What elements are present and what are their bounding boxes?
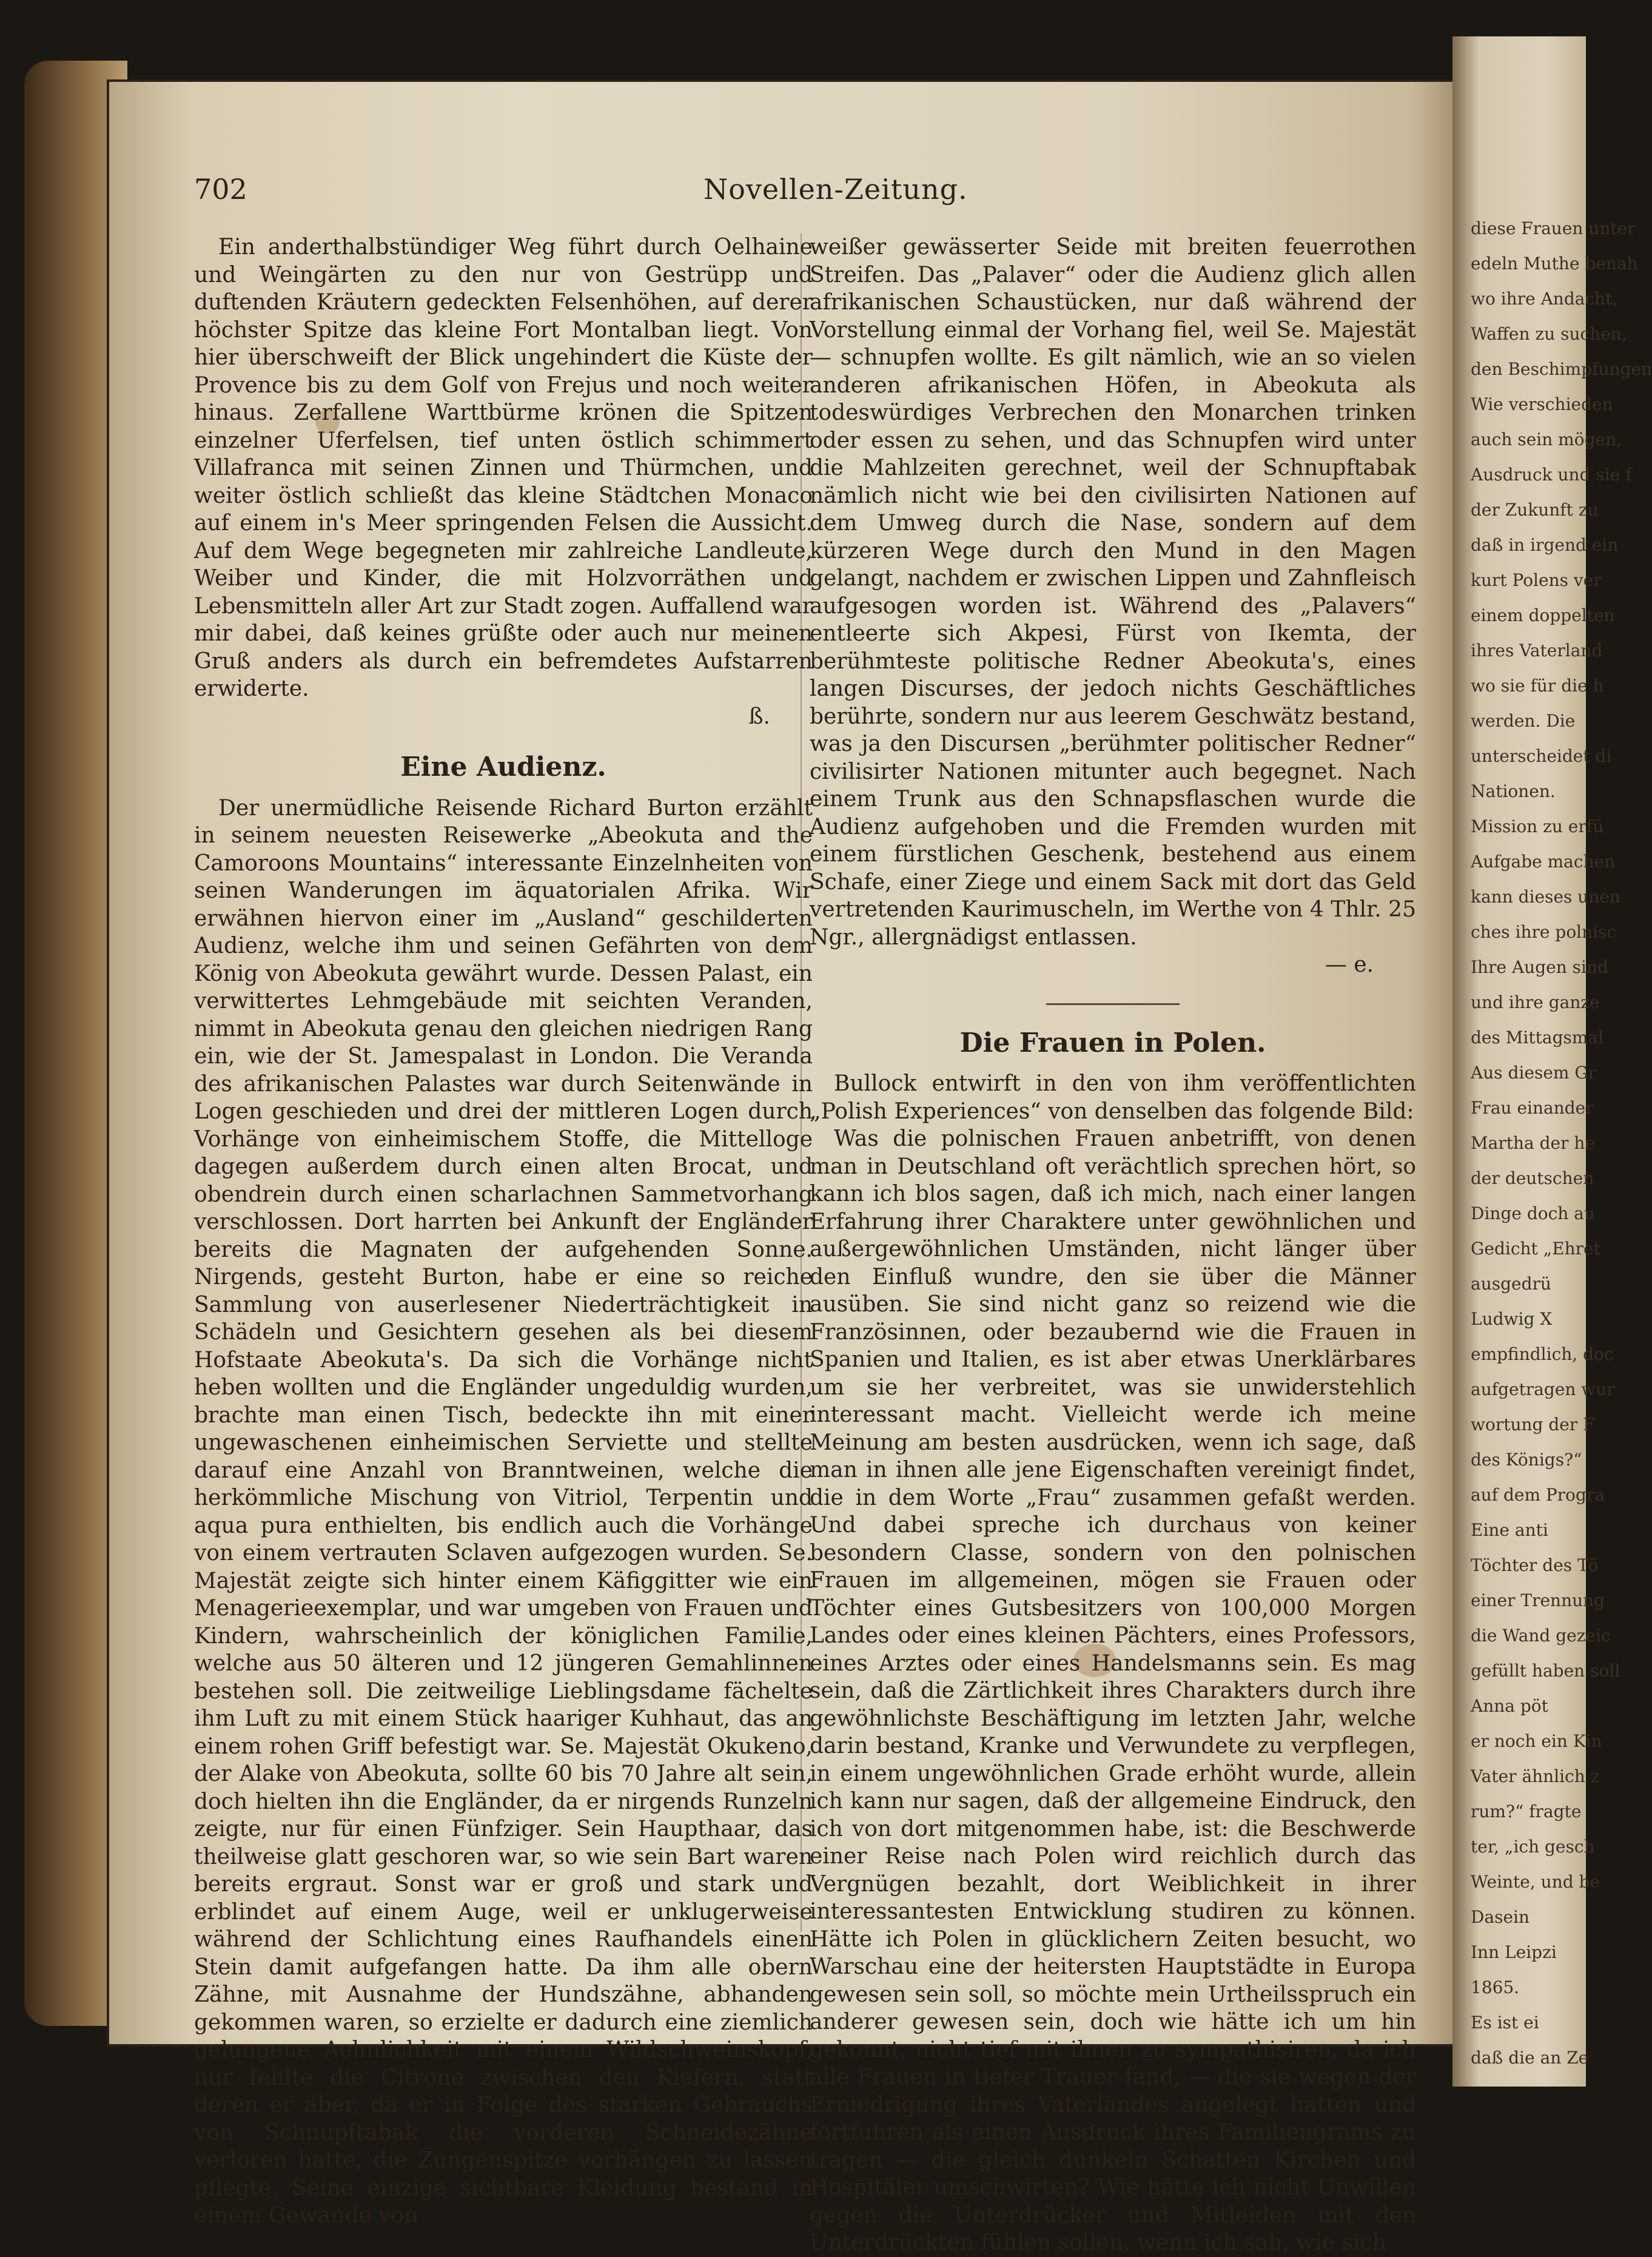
next-page-fragment: die Wand gezeic bbox=[1471, 1626, 1611, 1646]
next-page-fragment: der Zukunft zu bbox=[1471, 500, 1599, 520]
next-page-fragment: wo ihre Andacht, bbox=[1471, 289, 1618, 309]
next-page-fragment: Töchter des Tö bbox=[1471, 1555, 1599, 1575]
second-article-intro: Bullock entwirft in den von ihm veröffentlichten „Polish Experiences“ von denselben das folgende Bild: bbox=[810, 1071, 1416, 1124]
next-page-fragment: Ihre Augen sind bbox=[1471, 957, 1608, 977]
section-divider bbox=[1046, 1003, 1180, 1005]
next-page-fragment: unterscheidet di bbox=[1471, 746, 1612, 766]
next-page-fragment: daß die an Ze bbox=[1471, 2048, 1589, 2068]
article-signature: — e. bbox=[1325, 952, 1374, 977]
next-page-fragment: einer Trennung bbox=[1471, 1590, 1605, 1610]
next-page-fragment: ausgedrü bbox=[1471, 1274, 1551, 1294]
next-page-fragment: kurt Polens ver bbox=[1471, 570, 1602, 590]
next-page-fragment: des Mittagsmal bbox=[1471, 1028, 1604, 1048]
second-article-title: Die Frauen in Polen. bbox=[959, 1027, 1266, 1058]
next-page-fragment: Dinge doch au bbox=[1471, 1203, 1595, 1223]
next-page-fragment: der deutschen bbox=[1471, 1168, 1594, 1188]
next-page-fragment: einem doppelten bbox=[1471, 605, 1615, 625]
left-column bbox=[194, 234, 813, 2230]
next-page-fragment: Es ist ei bbox=[1471, 2013, 1539, 2033]
next-page-fragment: gefüllt haben soll bbox=[1471, 1661, 1620, 1681]
next-page-fragment: auf dem Progra bbox=[1471, 1485, 1605, 1505]
next-page-fragment: ihres Vaterland bbox=[1471, 641, 1603, 661]
next-page-fragment: aufgetragen wur bbox=[1471, 1379, 1615, 1399]
next-page-fragment: Waffen zu suchen, bbox=[1471, 324, 1627, 344]
next-page-fragment: diese Frauen unter bbox=[1471, 218, 1636, 238]
next-page-fragment: Aufgabe machen bbox=[1471, 852, 1616, 872]
next-page-fragment: und ihre ganze bbox=[1471, 992, 1600, 1012]
next-page-fragment: wortung der F bbox=[1471, 1414, 1595, 1435]
next-page-fragment: Dasein bbox=[1471, 1907, 1530, 1927]
next-page-edge bbox=[1452, 36, 1652, 2087]
article-title: Eine Audienz. bbox=[400, 752, 606, 782]
next-page-fragment: Martha der he bbox=[1471, 1133, 1596, 1153]
next-page-fragment: auch sein mögen, bbox=[1471, 429, 1622, 449]
next-page-fragment: Mission zu erfü bbox=[1471, 816, 1604, 836]
next-page-fragment: Frau einander bbox=[1471, 1098, 1594, 1118]
right-column bbox=[810, 234, 1416, 2257]
next-page-fragment: 1865. bbox=[1471, 1977, 1520, 1997]
next-page-fragment: Wie verschieden bbox=[1471, 394, 1613, 414]
second-article-body: Was die polnischen Frauen anbetrifft, von denen man in Deutschland oft verächtlich sprechen hört, so kann ich blos sagen, daß ich mich, nach einer langen Erfahrung ihrer Charaktere unter gewöhnlichen und außergewöhnlichen Umständen, nicht länger über den Einfluß wundre, den sie über die Männer ausüben. Sie sind nicht ganz so reizend wie die Französinnen, oder bezaubernd wie die Frauen in Spanien und Italien, es ist aber etwas Unerklärbares um sie her verbreitet, was sie unwiderstehlich interessant macht. Vielleicht werde ich meine Meinung am besten ausdrücken, wenn ich sage, daß man in ihnen alle jene Eigenschaften vereinigt findet, die in dem Worte „Frau“ zusammen gefaßt werden. Und dabei spreche ich durchaus von keiner besondern Classe, sondern von den polnischen Frauen im allgemeinen, mögen sie Frauen oder Töchter eines Gutsbesitzers von 100,000 Morgen Landes oder eines kleinen Pächters, eines Professors, eines Arztes oder eines Handelsmanns sein. Es mag sein, daß die Zärtlichkeit ihres Charakters durch ihre gewöhnlichste Beschäftigung im letzten Jahr, welche darin bestand, Kranke und Verwundete zu verpflegen, in einem ungewöhnlichen Grade erhöht wurde, allein ich kann nur sagen, daß der allgemeine Eindruck, den ich von dort mitgenommen habe, ist: die Beschwerde einer Reise nach Polen wird reichlich durch das Vergnügen bezahlt, dort Weiblichkeit in ihrer interessantesten Entwicklung studiren zu können. Hätte ich Polen in glücklichern Zeiten besucht, wo Warschau eine der heitersten Hauptstädte in Europa gewesen sein soll, so möchte mein Urtheilsspruch ein anderer gewesen sein, doch wie hätte ich um hin gekonnt, nicht tief mit ihnen zu sympathisiren, da ich alle Frauen in tiefer Trauer fand, — die sie wegen der Erniedrigung ihres Vaterlandes angelegt hatten und fortfuhren als einen Ausdruck ihres Familiengrams zu tragen — die gleich dunkeln Schatten Kirchen und Hospitäler umschwirten? Wie hätte ich nicht Unwillen gegen die Unterdrücker und Mitleiden mit den Unterdrückten fühlen sollen, wenn ich sah, wie sich bbox=[810, 1126, 1416, 2255]
intro-signature: ß. bbox=[748, 704, 770, 729]
next-page-fragment: Aus diesem Gr bbox=[1471, 1063, 1597, 1083]
next-page-fragment: den Beschimpfungen bbox=[1471, 359, 1652, 379]
next-page-fragment: er noch ein Kin bbox=[1471, 1731, 1602, 1751]
next-page-fragment: empfindlich, doc bbox=[1471, 1344, 1614, 1364]
next-page-fragment: daß in irgend ein bbox=[1471, 535, 1619, 555]
next-page-fragment: wo sie für die h bbox=[1471, 676, 1604, 696]
next-page-fragment: Nationen. bbox=[1471, 781, 1556, 801]
next-page-fragment: ches ihre polnisc bbox=[1471, 922, 1617, 942]
next-page-fragment: edeln Muthe benah bbox=[1471, 254, 1638, 274]
next-page-fragment: des Königs?“ bbox=[1471, 1450, 1582, 1470]
intro-paragraph: Ein anderthalbstündiger Weg führt durch Oelhaine und Weingärten zu den nur von Gestrüpp und duftenden Kräutern gedeckten Felsenhöhen, auf derer höchster Spitze das kleine Fort Montalban liegt. Von hier überschweift der Blick ungehindert die Küste der Provence bis zu dem Golf von Frejus und noch weiter hinaus. Zerfallene Warttbürme krönen die Spitzen einzelner Uferfelsen, tief unten östlich schimmert Villafranca mit seinen Zinnen und Thürmchen, und weiter östlich schließt das kleine Städtchen Monaco auf einem in's Meer springenden Felsen die Aussicht. Auf dem Wege begegneten mir zahlreiche Landleute, Weiber und Kinder, die mit Holzvorräthen und Lebensmitteln aller Art zur Stadt zogen. Auffallend war mir dabei, daß keines grüßte oder auch nur meinen Gruß anders als durch ein befremdetes Aufstarren erwiderte. bbox=[194, 235, 813, 701]
article-continuation: weißer gewässerter Seide mit breiten feuerrothen Streifen. Das „Palaver“ oder die Audienz glich allen afrikanischen Schaustücken, nur daß während der Vorstellung einmal der Vorhang fiel, weil Se. Majestät — schnupfen wollte. Es gilt nämlich, wie an so vielen anderen afrikanischen Höfen, in Abeokuta als todeswürdiges Verbrechen den Monarchen trinken oder essen zu sehen, und das Schnupfen wird unter die Mahlzeiten gerechnet, weil der Schnupftabak nämlich nicht wie bei den civilisirten Nationen auf dem Umweg durch die Nase, sondern auf dem kürzeren Wege durch den Mund in den Magen gelangt, nachdem er zwischen Lippen und Zahnfleisch aufgesogen worden ist. Während des „Palavers“ entleerte sich Akpesi, Fürst von Ikemta, der berühmteste politische Redner Abeokuta's, eines langen Discurses, der jedoch nichts Geschäftliches berührte, sondern nur aus leerem Geschwätz bestand, was ja den Discursen „berühmter politischer Redner“ civilisirter Nationen mitunter auch begegnet. Nach einem Trunk aus den Schnapsflaschen wurde die Audienz aufgehoben und die Fremden wurden mit einem fürstlichen Geschenk, bestehend aus einem Schafe, einer Ziege und einem Sack mit dort das Geld vertretenden Kaurimuscheln, im Werthe von 4 Thlr. 25 Ngr., allergnädigst entlassen. bbox=[810, 235, 1416, 950]
next-page-fragment: Eine anti bbox=[1471, 1520, 1548, 1540]
next-page-fragment: Vater ähnlich z bbox=[1471, 1766, 1600, 1786]
next-page-fragment: Ausdruck und sie f bbox=[1471, 465, 1632, 485]
page-number: 702 bbox=[194, 173, 247, 206]
next-page-fragment: werden. Die bbox=[1471, 711, 1576, 731]
next-page-fragment: Ludwig X bbox=[1471, 1309, 1553, 1329]
next-page-fragment: Inn Leipzi bbox=[1471, 1942, 1557, 1962]
next-page-fragment: rum?“ fragte bbox=[1471, 1801, 1582, 1821]
next-page-fragment: kann dieses unen bbox=[1471, 887, 1620, 907]
article-body: Der unermüdliche Reisende Richard Burton erzählt in seinem neuesten Reisewerke „Abeokuta and the Camoroons Mountains“ interessante Einzelnheiten von seinen Wanderungen im äquatorialen Afrika. Wir erwähnen hiervon einer im „Ausland“ geschilderten Audienz, welche ihm und seinen Gefährten von dem König von Abeokuta gewährt wurde. Dessen Palast, ein verwittertes Lehmgebäude mit seichten Veranden, nimmt in Abeokuta genau den gleichen niedrigen Rang ein, wie der St. Jamespalast in London. Die Veranda des afrikanischen Palastes war durch Seitenwände in Logen geschieden und drei der mittleren Logen durch Vorhänge von einheimischem Stoffe, die Mittelloge dagegen außerdem durch einen alten Brocat, und obendrein durch einen scharlachnen Sammetvorhang verschlossen. Dort harrten bei Ankunft der Engländer bereits die Magnaten der aufgehenden Sonne. Nirgends, gesteht Burton, habe er eine so reiche Sammlung von auserlesener Niederträchtigkeit in Schädeln und Gesichtern gesehen als bei diesem Hofstaate Abeokuta's. Da sich die Vorhänge nicht heben wollten und die Engländer ungeduldig wurden, brachte man einen Tisch, bedeckte ihn mit einer ungewaschenen einheimischen Serviette und stellte darauf eine Anzahl von Branntweinen, welche die herkömmliche Mischung von Vitriol, Terpentin und aqua pura enthielten, bis endlich auch die Vorhänge von einem vertrauten Sclaven aufgezogen wurden. Se. Majestät zeigte sich hinter einem Käfiggitter wie ein Menagerieexemplar, und war umgeben von Frauen und Kindern, wahrscheinlich der königlichen Familie, welche aus 50 älteren und 12 jüngeren Gemahlinnen bestehen soll. Die zeitweilige Lieblingsdame fächelte ihm Luft zu mit einem Stück haariger Kuhhaut, das an einem rohen Griff befestigt war. Se. Majestät Okukeno, der Alake von Abeokuta, sollte 60 bis 70 Jahre alt sein, doch hielten ihn die Engländer, da er nirgends Runzeln zeigte, nur für einen Fünfziger. Sein Haupthaar, das theilweise glatt geschoren war, so wie sein Bart waren bereits ergraut. Sonst war er groß und stark und erblindet auf einem Auge, weil er unklugerweise während der Schlichtung eines Raufhandels einen Stein damit aufgefangen hatte. Da ihm alle obern Zähne, mit Ausnahme der Hundszähne, abhanden gekommen waren, so erzielte er dadurch eine ziemlich gelungene Aehnlichkeit mit einem Wildschweinskopf, nur fehlte die Citrone zwischen den Kiefern, statt deren er aber, da er in Folge des starken Gebrauchs von Schnupftabak die vorderen Schneidezähne verloren hatte, die Zungenspitze vorhängen zu lassen pflegte. Seine einzige sichtbare Kleidung bestand in einem Gewande von bbox=[194, 795, 813, 2228]
next-page-fragment: Anna pöt bbox=[1471, 1696, 1548, 1716]
next-page-fragment: ter, „ich gesch bbox=[1471, 1837, 1595, 1857]
next-page-fragment: Weinte, und be bbox=[1471, 1872, 1600, 1892]
running-title: Novellen-Zeitung. bbox=[703, 173, 968, 206]
next-page-fragment: Gedicht „Ehret bbox=[1471, 1239, 1600, 1259]
